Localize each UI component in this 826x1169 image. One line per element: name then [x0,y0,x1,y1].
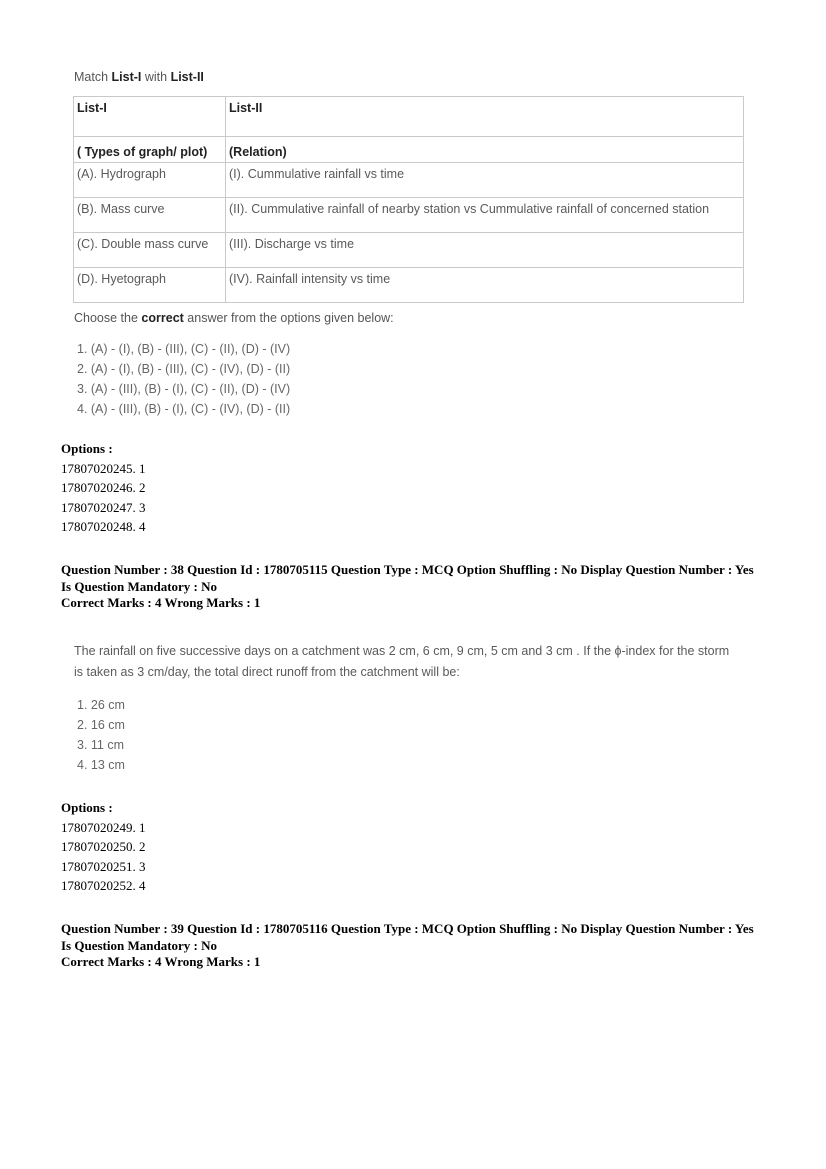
option-id: 17807020250. 2 [61,839,146,854]
option-id: 17807020252. 4 [61,878,146,893]
table-header-cell: (Relation) [226,137,744,163]
table-row [74,233,744,268]
table-row [74,163,744,198]
option-id: 17807020248. 4 [61,519,146,534]
options-label: Options : [61,441,113,456]
question-text: is taken as 3 cm/day, the total direct runoff from the catchment will be: [74,665,460,679]
table-cell: (C). Double mass curve [74,233,226,268]
list-item: 1. (A) - (I), (B) - (III), (C) - (II), (D) - (IV) [77,342,291,356]
mandatory-info: Is Question Mandatory : No [61,578,218,594]
table-cell: (A). Hydrograph [74,163,226,198]
question-37-content [74,68,746,419]
question-39-header [61,921,776,971]
option-id: 17807020246. 2 [61,480,146,495]
list-item: 4. 13 cm [77,758,125,772]
table-cell: (IV). Rainfall intensity vs time [226,268,744,303]
answer-choices [74,339,746,419]
question-38-options [61,798,146,896]
list-item: 2. 16 cm [77,718,125,732]
option-id: 17807020249. 1 [61,819,146,835]
list-item: 4. (A) - (III), (B) - (I), (C) - (IV), (D) - (II) [77,402,291,416]
list-item: 2. (A) - (I), (B) - (III), (C) - (IV), (D) - (II) [77,362,291,376]
question-info: Question Number : 39 Question Id : 1780705116 Question Type : MCQ Option Shuffling : No Display Question Number : Yes [61,921,754,936]
list-item: 3. 11 cm [77,738,125,752]
question-37-options [61,439,146,537]
match-table [73,96,744,303]
mandatory-info: Is Question Mandatory : No [61,937,218,953]
table-cell: (D). Hyetograph [74,268,226,303]
marks-info: Correct Marks : 4 Wrong Marks : 1 [61,954,261,969]
table-row [74,268,744,303]
table-cell: (I). Cummulative rainfall vs time [226,163,744,198]
option-id: 17807020251. 3 [61,858,146,874]
question-38-content [74,641,774,775]
table-cell: (B). Mass curve [74,198,226,233]
question-text: The rainfall on five successive days on a catchment was 2 cm, 6 cm, 9 cm, 5 cm and 3 cm . If the ϕ-index for the storm [74,644,730,658]
choose-instruction: Choose the correct answer from the options given below: [74,311,394,325]
answer-choices [74,695,774,775]
table-header-cell: ( Types of graph/ plot) [74,137,226,163]
question-37-intro: Match List-I with List-II [74,70,204,84]
table-cell: (III). Discharge vs time [226,233,744,268]
table-header-row [74,97,744,137]
option-id: 17807020245. 1 [61,460,146,476]
table-subheader-row [74,137,744,163]
table-cell: (II). Cummulative rainfall of nearby station vs Cummulative rainfall of concerned station [226,198,744,233]
table-header-cell: List-II [226,97,744,137]
table-header-cell: List-I [74,97,226,137]
list-item: 1. 26 cm [77,698,125,712]
marks-info: Correct Marks : 4 Wrong Marks : 1 [61,595,261,610]
question-info: Question Number : 38 Question Id : 1780705115 Question Type : MCQ Option Shuffling : No Display Question Number : Yes [61,562,754,577]
table-row [74,198,744,233]
list-item: 3. (A) - (III), (B) - (I), (C) - (II), (D) - (IV) [77,382,291,396]
question-38-header [61,562,776,612]
option-id: 17807020247. 3 [61,499,146,515]
options-label: Options : [61,800,113,815]
